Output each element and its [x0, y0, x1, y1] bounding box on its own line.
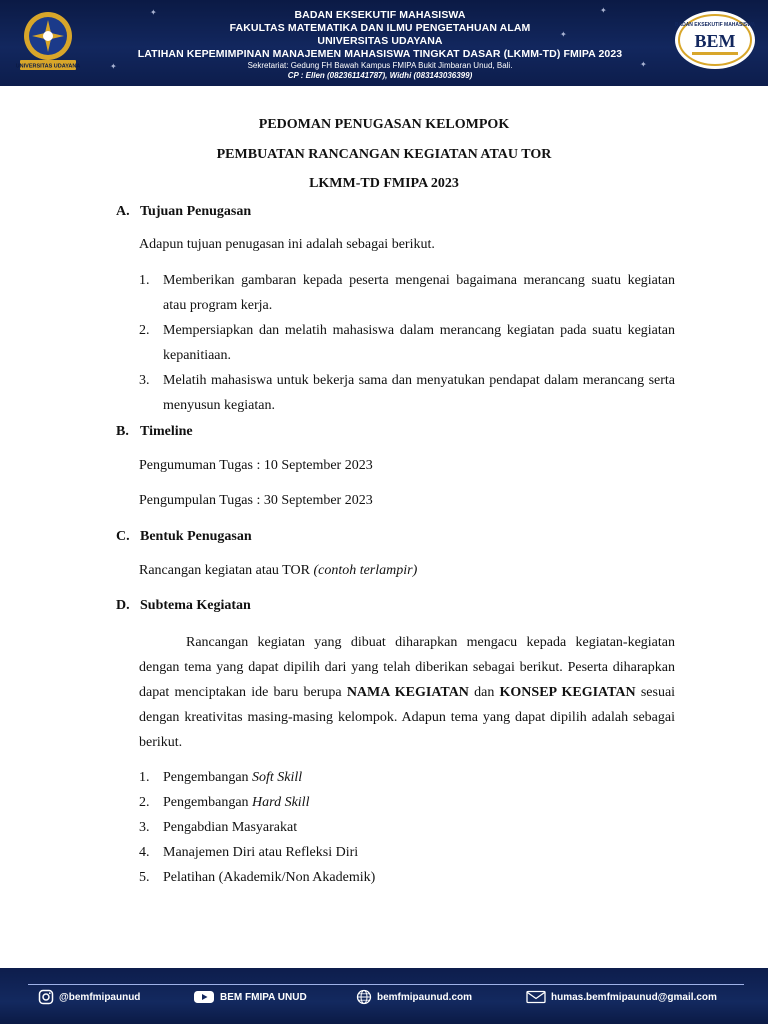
list-text: Melatih mahasiswa untuk bekerja sama dan menyatukan pendapat dalam merancang serta menyusun kegiatan. [163, 373, 675, 413]
header-contact: CP : Ellen (082361141787), Widhi (083143036399) [287, 71, 473, 80]
list-number: 4. [139, 845, 150, 860]
star-icon: ✦ [560, 30, 567, 39]
section-d-letter: D. [116, 598, 130, 613]
announcement-date: Pengumuman Tugas : 10 September 2023 [139, 458, 373, 473]
udayana-logo [12, 8, 84, 72]
doc-title-2: PEMBUATAN RANCANGAN KEGIATAN ATAU TOR [216, 147, 552, 162]
list-number: 1. [139, 770, 150, 785]
youtube-icon [193, 989, 215, 1005]
bem-logo [672, 8, 758, 72]
header-line-2: FAKULTAS MATEMATIKA DAN ILMU PENGETAHUAN ALAM [229, 22, 531, 34]
list-text: Manajemen Diri atau Refleksi Diri [163, 845, 359, 860]
list-item [139, 840, 375, 865]
udayana-logo-text: UNIVERSITAS UDAYANA [15, 63, 81, 70]
header-banner [0, 0, 768, 86]
bem-logo-text: BEM [694, 31, 736, 51]
star-icon: ✦ [600, 6, 607, 15]
star-icon: ✦ [110, 62, 117, 71]
website-url: bemfmipaunud.com [377, 991, 473, 1003]
list-text: Mempersiapkan dan melatih mahasiswa dalam merancang kegiatan pada suatu kegiatan kepanitiaan. [163, 323, 675, 363]
youtube-channel: BEM FMIPA UNUD [220, 991, 307, 1003]
list-item [139, 815, 375, 840]
mail-icon [526, 989, 546, 1005]
section-d-text-2: sesuai dengan kreativitas masing-masing kelompok. Adapun tema yang dapat dipilih adalah sebagai berikut. [139, 685, 676, 750]
list-number: 2. [139, 323, 150, 338]
globe-icon [356, 989, 372, 1005]
instagram-handle: @bemfmipaunud [59, 991, 141, 1003]
section-d-text-1: Rancangan kegiatan yang dibuat diharapkan mengacu kepada kegiatan-kegiatan dengan tema yang dapat dipilih dari yang telah diberikan sebagai berikut. Peserta diharapkan dapat menciptakan ide baru berupa [139, 635, 675, 700]
doc-title-1: PEDOMAN PENUGASAN KELOMPOK [258, 117, 510, 132]
section-a-heading [116, 204, 251, 220]
header-text [92, 9, 668, 81]
section-d-title: Subtema Kegiatan [140, 598, 251, 613]
section-a-intro: Adapun tujuan penugasan ini adalah sebagai berikut. [139, 237, 435, 252]
doc-title-3: LKMM-TD FMIPA 2023 [309, 176, 459, 191]
section-b-heading [116, 424, 193, 440]
instagram-icon [38, 989, 54, 1005]
bold-nama-kegiatan: NAMA KEGIATAN [346, 685, 469, 700]
form-text: Rancangan kegiatan atau TOR [139, 563, 310, 578]
footer-email[interactable] [526, 988, 717, 1006]
list-text: Pengembangan [163, 795, 249, 810]
header-address: Sekretariat: Gedung FH Bawah Kampus FMIPA Bukit Jimbaran Unud, Bali. [247, 61, 513, 70]
footer-banner [0, 968, 768, 1024]
list-number: 3. [139, 373, 150, 388]
section-c-title: Bentuk Penugasan [140, 529, 252, 544]
section-b-letter: B. [116, 424, 129, 439]
list-item [139, 790, 375, 815]
header-line-1: BADAN EKSEKUTIF MAHASISWA [294, 9, 466, 21]
section-c-letter: C. [116, 529, 130, 544]
section-d-and: dan [474, 685, 495, 700]
form-description [139, 563, 417, 579]
goals-list [139, 268, 675, 418]
list-item [139, 368, 675, 418]
list-item [139, 865, 375, 890]
section-d-paragraph [139, 630, 675, 755]
submission-date: Pengumpulan Tugas : 30 September 2023 [139, 493, 373, 508]
star-icon: ✦ [640, 60, 647, 69]
list-text: Memberikan gambaran kepada peserta mengenai bagaimana merancang suatu kegiatan atau program kerja. [163, 273, 675, 313]
footer-youtube[interactable] [193, 988, 307, 1006]
bem-logo-top-text: BADAN EKSEKUTIF MAHASISWA [674, 22, 756, 28]
header-line-4: LATIHAN KEPEMIMPINAN MANAJEMEN MAHASISWA TINGKAT DASAR (LKMM-TD) FMIPA 2023 [137, 48, 623, 60]
section-a-title: Tujuan Penugasan [140, 204, 252, 219]
list-text: Pelatihan (Akademik/Non Akademik) [163, 870, 376, 885]
list-number: 1. [139, 273, 150, 288]
section-c-heading [116, 529, 252, 545]
section-a-letter: A. [116, 204, 130, 219]
list-item [139, 268, 675, 318]
list-item [139, 318, 675, 368]
bold-konsep-kegiatan: KONSEP KEGIATAN [499, 685, 636, 700]
list-number: 5. [139, 870, 150, 885]
list-number: 2. [139, 795, 150, 810]
section-b-title: Timeline [140, 424, 193, 439]
star-icon: ✦ [150, 8, 157, 17]
header-line-3: UNIVERSITAS UDAYANA [317, 35, 443, 47]
list-number: 3. [139, 820, 150, 835]
list-emphasis: Hard Skill [252, 795, 310, 810]
section-d-heading [116, 598, 251, 614]
themes-list [139, 765, 375, 890]
email-address: humas.bemfmipaunud@gmail.com [551, 991, 717, 1003]
form-note: (contoh terlampir) [313, 563, 418, 578]
footer-instagram[interactable] [38, 988, 140, 1006]
list-text: Pengembangan [163, 770, 249, 785]
list-item [139, 765, 375, 790]
list-emphasis: Soft Skill [252, 770, 303, 785]
footer-website[interactable] [356, 988, 472, 1006]
list-text: Pengabdian Masyarakat [163, 820, 298, 835]
